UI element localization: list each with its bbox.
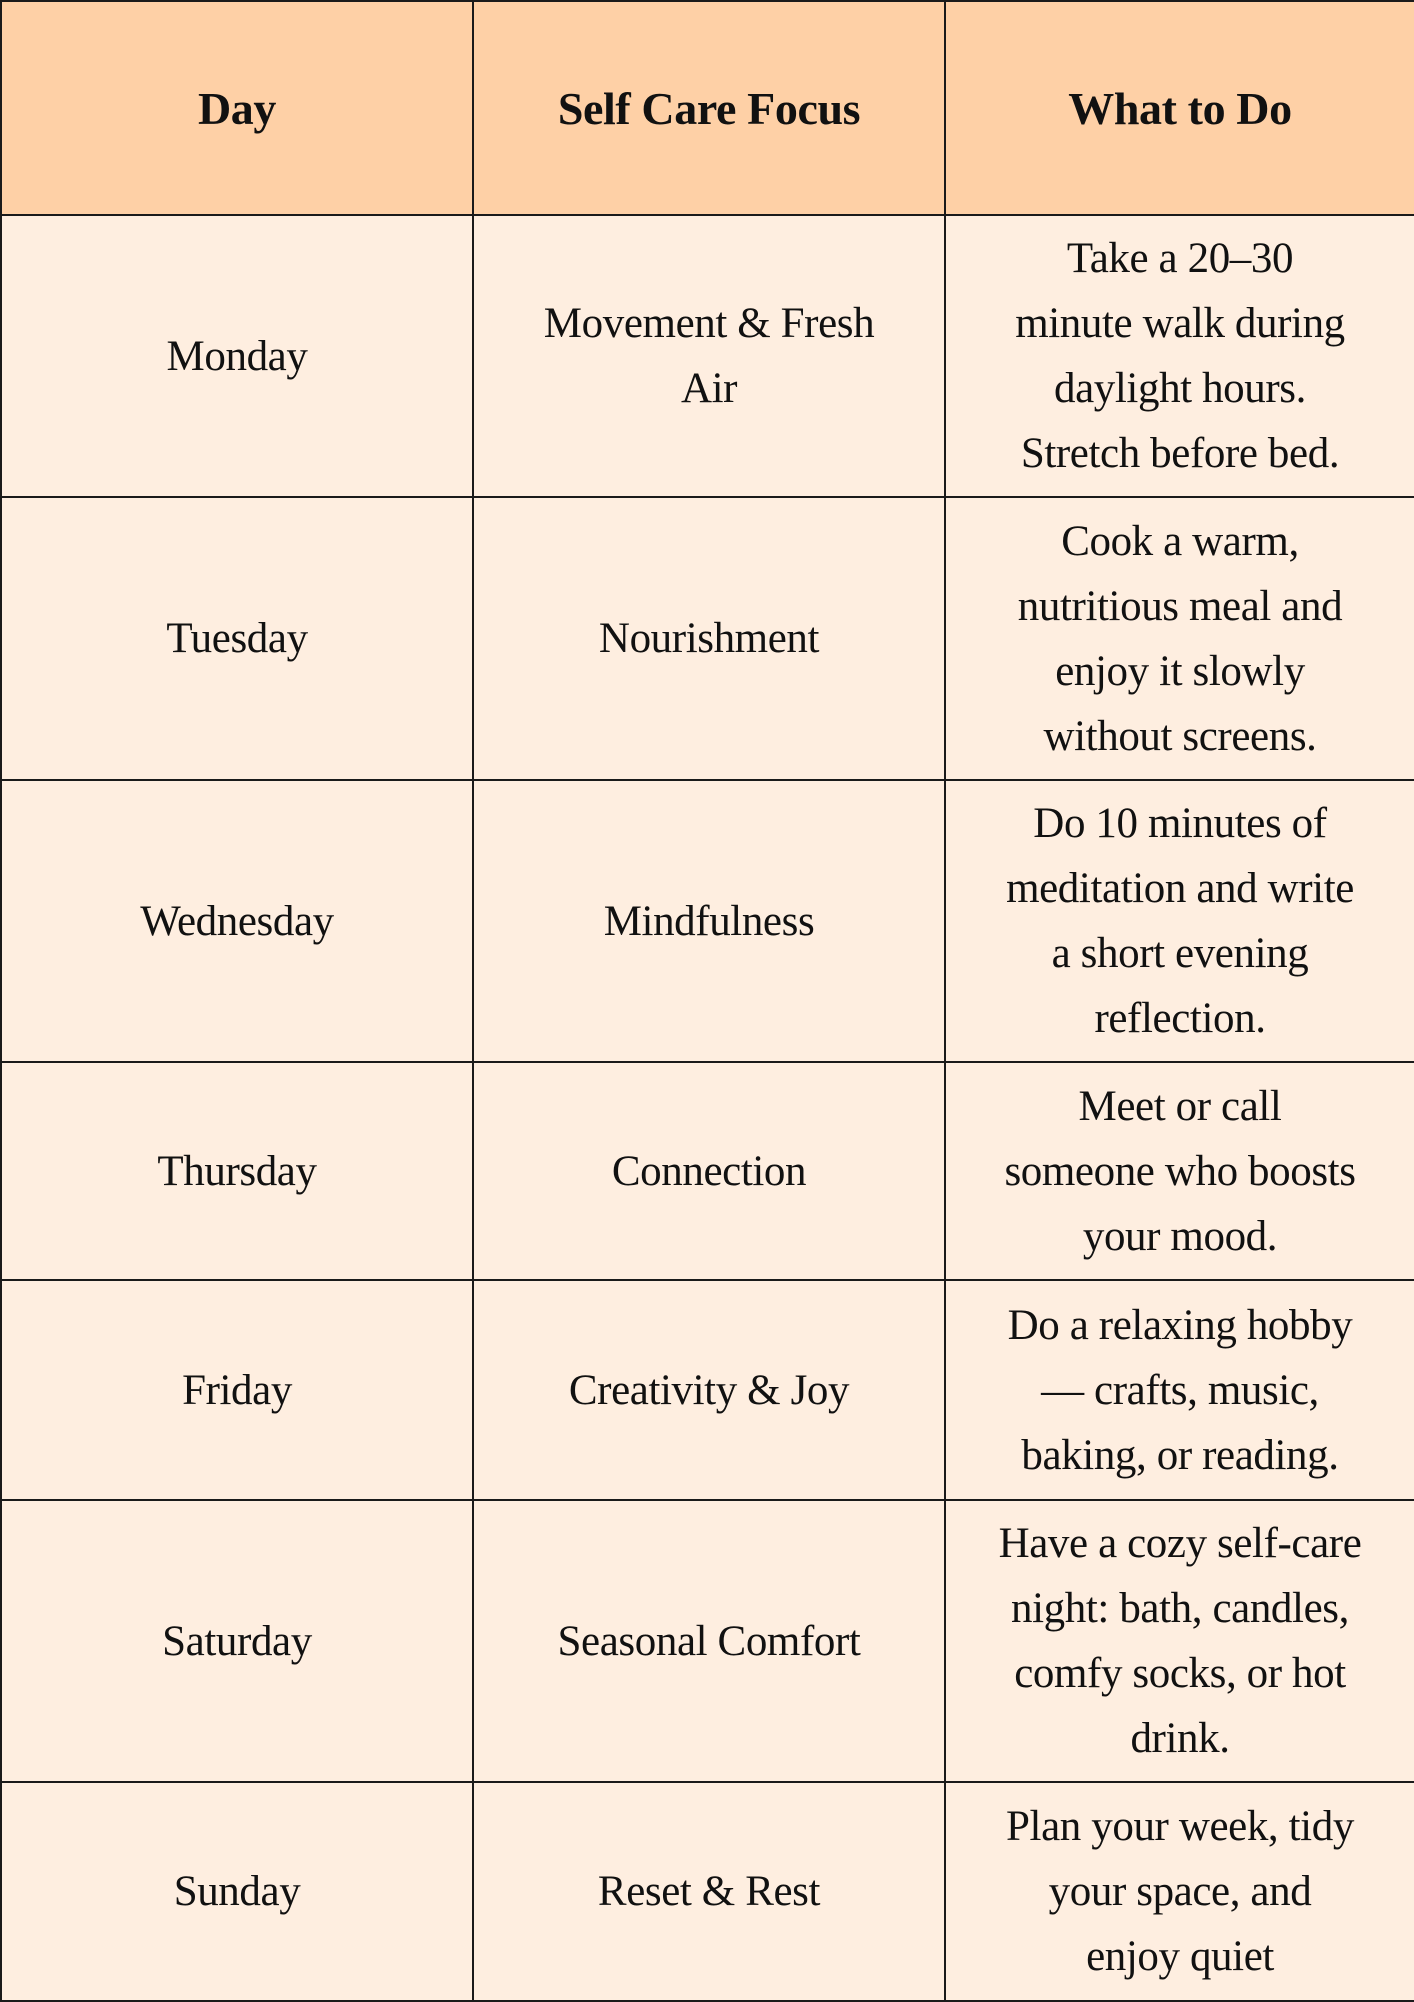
cell-todo: Have a cozy self-care night: bath, candles, comfy socks, or hot drink. bbox=[945, 1500, 1414, 1782]
table-row bbox=[1, 780, 1414, 1062]
table-row bbox=[1, 1062, 1414, 1280]
header-day: Day bbox=[1, 1, 473, 215]
cell-focus: Nourishment bbox=[473, 497, 945, 780]
cell-todo: Meet or call someone who boosts your mood. bbox=[945, 1062, 1414, 1280]
cell-day: Friday bbox=[1, 1280, 473, 1500]
cell-todo: Do 10 minutes of meditation and write a short evening reflection. bbox=[945, 780, 1414, 1062]
cell-focus: Connection bbox=[473, 1062, 945, 1280]
table-row bbox=[1, 497, 1414, 780]
table-row bbox=[1, 1782, 1414, 2001]
cell-focus: Mindfulness bbox=[473, 780, 945, 1062]
header-row bbox=[1, 1, 1414, 215]
table-row bbox=[1, 1280, 1414, 1500]
cell-focus: Movement & Fresh Air bbox=[473, 215, 945, 497]
cell-day: Tuesday bbox=[1, 497, 473, 780]
cell-day: Sunday bbox=[1, 1782, 473, 2001]
cell-day: Monday bbox=[1, 215, 473, 497]
cell-todo: Cook a warm, nutritious meal and enjoy it slowly without screens. bbox=[945, 497, 1414, 780]
cell-day: Thursday bbox=[1, 1062, 473, 1280]
header-focus: Self Care Focus bbox=[473, 1, 945, 215]
cell-focus: Reset & Rest bbox=[473, 1782, 945, 2001]
header-what-to-do: What to Do bbox=[945, 1, 1414, 215]
cell-focus: Creativity & Joy bbox=[473, 1280, 945, 1500]
cell-day: Saturday bbox=[1, 1500, 473, 1782]
cell-focus: Seasonal Comfort bbox=[473, 1500, 945, 1782]
cell-todo: Do a relaxing hobby — crafts, music, baking, or reading. bbox=[945, 1280, 1414, 1500]
cell-todo: Take a 20–30 minute walk during daylight hours. Stretch before bed. bbox=[945, 215, 1414, 497]
table-row bbox=[1, 215, 1414, 497]
cell-todo: Plan your week, tidy your space, and enjoy quiet bbox=[945, 1782, 1414, 2001]
cell-day: Wednesday bbox=[1, 780, 473, 1062]
table-row bbox=[1, 1500, 1414, 1782]
